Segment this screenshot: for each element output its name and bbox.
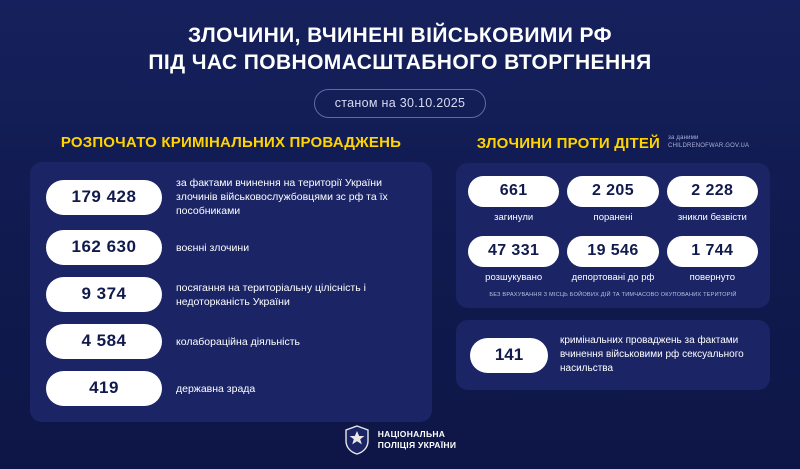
footer-line-2: ПОЛІЦІЯ УКРАЇНИ bbox=[377, 440, 457, 450]
stat-label: депортовані до рф bbox=[571, 272, 655, 283]
list-item bbox=[667, 176, 758, 224]
criminal-proceedings-panel bbox=[30, 162, 432, 422]
table-row bbox=[46, 277, 416, 312]
list-item bbox=[567, 236, 658, 284]
stat-value: 47 331 bbox=[468, 236, 559, 267]
stat-label: повернуто bbox=[689, 272, 736, 283]
right-section-title: ЗЛОЧИНИ ПРОТИ ДІТЕЙ bbox=[476, 135, 661, 152]
stat-value: 2 228 bbox=[667, 176, 758, 207]
table-row bbox=[46, 371, 416, 406]
header bbox=[0, 0, 800, 118]
stat-value: 19 546 bbox=[567, 236, 658, 267]
stat-value: 9 374 bbox=[46, 277, 162, 312]
stat-value: 179 428 bbox=[46, 180, 162, 215]
stat-label: поранені bbox=[593, 212, 633, 223]
children-stats-row-2 bbox=[468, 236, 758, 284]
list-item bbox=[567, 176, 658, 224]
source-note-line-2: CHILDRENOFWAR.GOV.UA bbox=[668, 143, 750, 149]
footer-text bbox=[378, 429, 457, 451]
left-section-title: РОЗПОЧАТО КРИМІНАЛЬНИХ ПРОВАДЖЕНЬ bbox=[60, 134, 402, 151]
list-item bbox=[468, 176, 559, 224]
stat-label: зникли безвісти bbox=[677, 212, 747, 223]
stat-value: 1 744 bbox=[667, 236, 758, 267]
stat-value: 4 584 bbox=[46, 324, 162, 359]
footer bbox=[0, 425, 800, 455]
stat-label: кримінальних проваджень за фактами вчинення військовими рф сексуального насильства bbox=[560, 335, 744, 374]
children-stats-row-1 bbox=[468, 176, 758, 224]
list-item bbox=[468, 236, 559, 284]
stat-value: 162 630 bbox=[46, 230, 162, 265]
stat-value: 419 bbox=[46, 371, 162, 406]
stat-label: посягання на територіальну цілісність і недоторканість України bbox=[176, 281, 366, 308]
left-column bbox=[30, 134, 432, 422]
stat-label: загинули bbox=[494, 212, 534, 223]
left-section-head bbox=[30, 134, 432, 151]
source-note bbox=[668, 134, 749, 152]
source-note-line-1: за даними bbox=[668, 135, 699, 141]
children-crimes-panel bbox=[456, 163, 770, 308]
page-title-line-1: ЗЛОЧИНИ, ВЧИНЕНІ ВІЙСЬКОВИМИ РФ bbox=[188, 24, 612, 47]
police-emblem-icon bbox=[344, 425, 370, 455]
right-column bbox=[456, 134, 770, 422]
page-title-line-2: ПІД ЧАС ПОВНОМАСШТАБНОГО ВТОРГНЕННЯ bbox=[148, 51, 652, 74]
sexual-violence-panel bbox=[456, 320, 770, 390]
list-item bbox=[667, 236, 758, 284]
stat-value: 661 bbox=[468, 176, 559, 207]
date-badge: станом на 30.10.2025 bbox=[314, 89, 487, 118]
stat-value: 2 205 bbox=[567, 176, 658, 207]
stat-label: державна зрада bbox=[176, 382, 256, 395]
stat-label: розшукувано bbox=[485, 272, 543, 283]
table-row bbox=[46, 230, 416, 265]
right-section-head bbox=[456, 134, 770, 152]
stat-label: колабораційна діяльність bbox=[176, 335, 300, 348]
stat-label: воєнні злочини bbox=[176, 241, 250, 254]
table-row bbox=[46, 324, 416, 359]
footer-line-1: НАЦІОНАЛЬНА bbox=[377, 429, 446, 439]
children-stats-footnote: БЕЗ ВРАХУВАННЯ З МІСЦЬ БОЙОВИХ ДІЙ ТА ТИМЧАСОВО ОКУПОВАНИХ ТЕРИТОРІЙ bbox=[489, 292, 737, 298]
stat-value: 141 bbox=[470, 338, 548, 373]
stat-label: за фактами вчинення на території України злочинів військовослужбовцями зс рф та їх пособниками bbox=[176, 177, 388, 217]
table-row bbox=[46, 176, 416, 218]
content-columns bbox=[0, 118, 800, 422]
